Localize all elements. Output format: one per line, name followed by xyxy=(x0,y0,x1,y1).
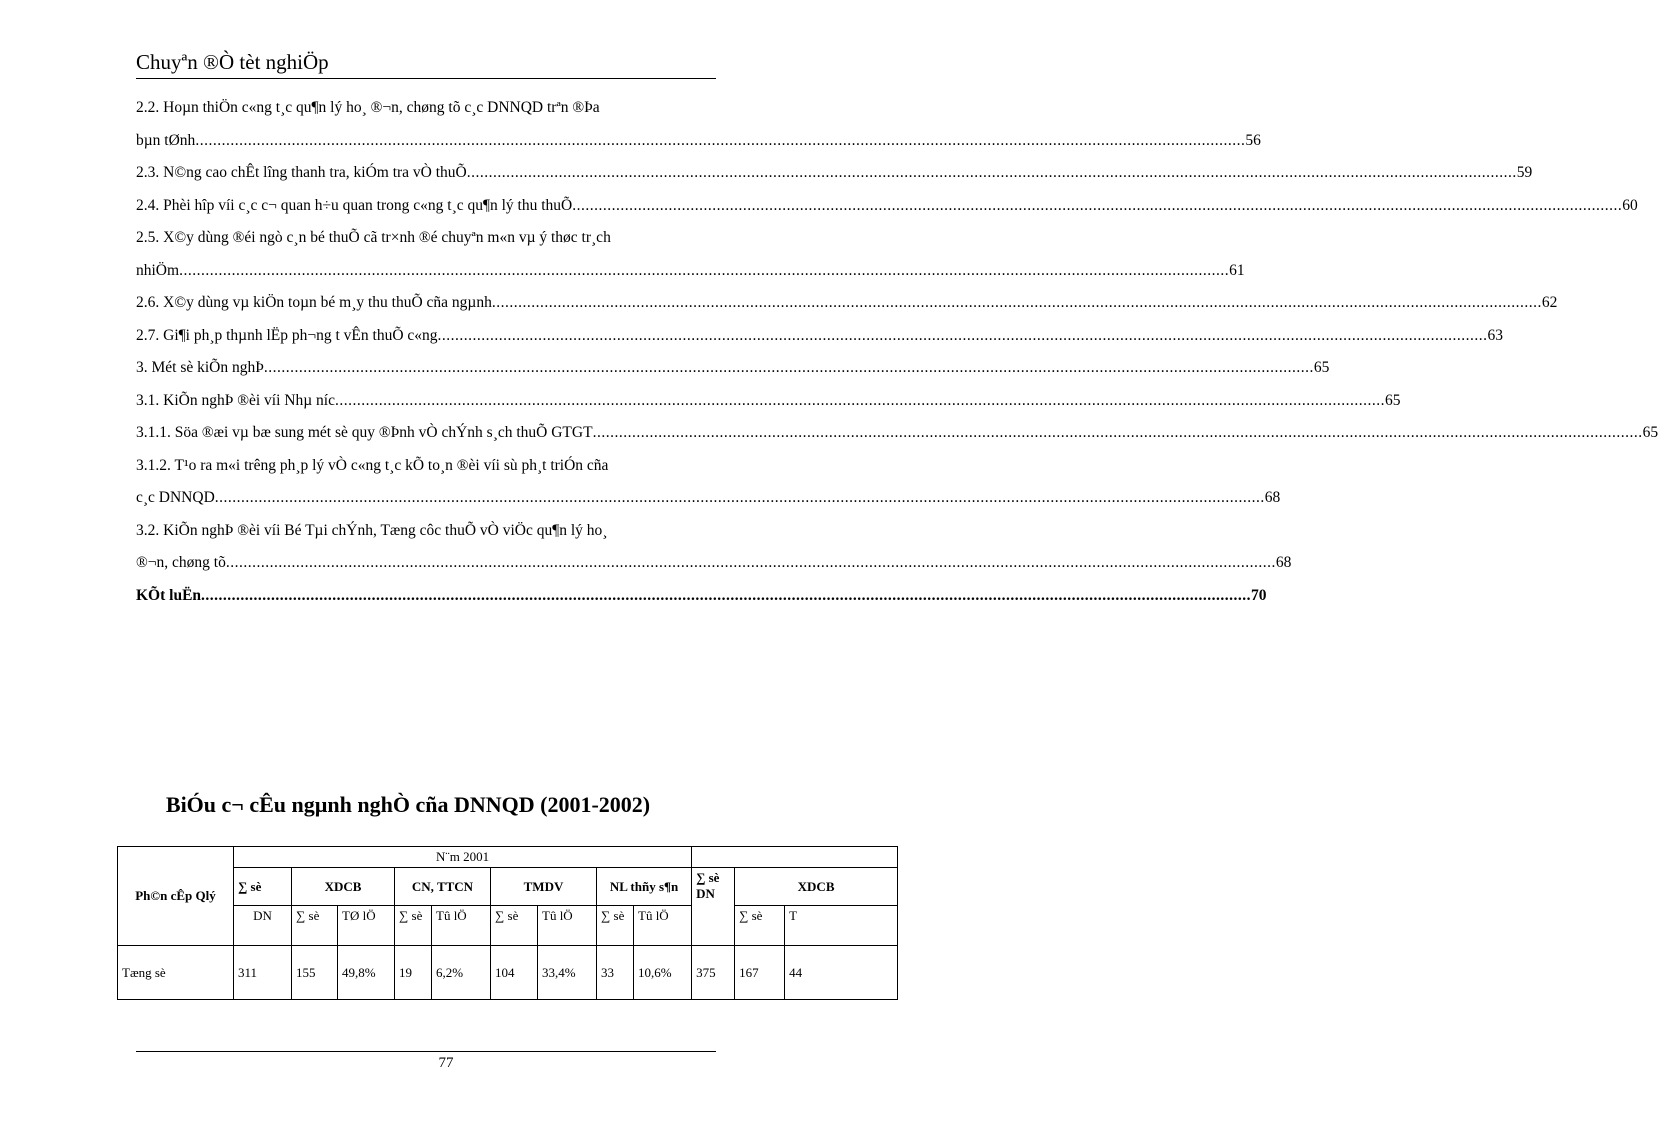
toc-entry[interactable]: 2.5. X©y dùng ®éi ngò c¸n bé thuÕ cã tr×nh ®é chuyªn m«n vµ ý thøc tr¸ch xyxy=(136,229,611,246)
header-cn: CN, TTCN xyxy=(395,868,491,906)
footer-rule xyxy=(136,1051,716,1052)
cell: 311 xyxy=(234,946,292,1000)
structure-table xyxy=(117,846,898,1000)
table-of-contents xyxy=(136,92,1658,612)
header-xdcb-2002: XDCB xyxy=(735,868,898,906)
cell: 155 xyxy=(292,946,338,1000)
toc-entry[interactable]: 2.7. Gi¶i ph¸p thµnh lËp ph¬ng t vÊn thuÕ c«ng ..... 63 xyxy=(136,320,739,353)
header-total-2002: ∑ sè DN xyxy=(692,868,735,946)
sub-ratio: Tû lÖ xyxy=(634,906,692,946)
cell: 19 xyxy=(395,946,432,1000)
toc-entry[interactable]: 3.1.2. T¹o ra m«i trêng ph¸p lý vÒ c«ng t¸c kÕ to¸n ®èi víi sù ph¸t triÓn cña xyxy=(136,456,609,474)
header-nl: NL thñy s¶n xyxy=(597,868,692,906)
sub-ratio: T xyxy=(785,906,898,946)
cell: 33 xyxy=(597,946,634,1000)
sub-ratio: Tû lÖ xyxy=(538,906,597,946)
toc-entry[interactable]: 3.1.1. Söa ®æi vµ bæ sung mét sè quy ®Þnh vÒ chÝnh s¸ch thuÕ GTGT ..... 65 xyxy=(136,417,739,450)
toc-entry[interactable]: ®¬n, chøng tõ ..... 68 xyxy=(136,547,739,580)
header-title: Chuyªn ®Ò tèt nghiÖp xyxy=(136,50,329,74)
cell: 49,8% xyxy=(338,946,395,1000)
sub-sum: ∑ sè xyxy=(491,906,538,946)
cell: 6,2% xyxy=(432,946,491,1000)
year-header-next xyxy=(692,847,898,868)
page-header xyxy=(136,50,716,79)
toc-entry[interactable]: 2.4. Phèi hîp víi c¸c c¬ quan h÷u quan trong c«ng t¸c qu¶n lý thu thuÕ ..... 60 xyxy=(136,190,739,223)
row-header-cell: Ph©n cÊp Qlý xyxy=(118,847,234,946)
sub-sum: ∑ sè xyxy=(735,906,785,946)
table-row xyxy=(118,946,898,1000)
cell: 104 xyxy=(491,946,538,1000)
toc-entry[interactable]: 3.2. KiÕn nghÞ ®èi víi Bé Tµi chÝnh, Tæng côc thuÕ vÒ viÖc qu¶n lý ho¸ xyxy=(136,521,608,539)
table-title: BiÓu c¬ cÊu ngµnh nghÒ cña DNNQD (2001-2002) xyxy=(165,792,651,817)
page-number: 77 xyxy=(438,1055,454,1071)
cell: 10,6% xyxy=(634,946,692,1000)
sub-sum: ∑ sè xyxy=(597,906,634,946)
cell: 375 xyxy=(692,946,735,1000)
sub-ratio: TØ lÖ xyxy=(338,906,395,946)
toc-entry[interactable]: 2.2. Hoµn thiÖn c«ng t¸c qu¶n lý ho¸ ®¬n, chøng tõ c¸c DNNQD trªn ®Þa xyxy=(136,99,600,116)
toc-entry[interactable]: c¸c DNNQD ..... 68 xyxy=(136,482,739,515)
toc-entry[interactable]: 2.3. N©ng cao chÊt lîng thanh tra, kiÓm tra vÒ thuÕ ..... 59 xyxy=(136,157,739,190)
structure-table-wrapper xyxy=(117,846,835,1026)
toc-entry[interactable]: bµn tØnh ..... 56 xyxy=(136,125,739,158)
toc-entry[interactable]: nhiÖm ..... 61 xyxy=(136,255,739,288)
sub-sum: ∑ sè xyxy=(395,906,432,946)
toc-entry[interactable]: 3. Mét sè kiÕn nghÞ ..... 65 xyxy=(136,352,739,385)
sub-dn: DN xyxy=(234,906,292,946)
year-header: N¨m 2001 xyxy=(234,847,692,868)
toc-entry[interactable]: 3.1. KiÕn nghÞ ®èi víi Nhµ níc ..... 65 xyxy=(136,385,739,418)
toc-entry[interactable]: 2.6. X©y dùng vµ kiÖn toµn bé m¸y thu thuÕ cña ngµnh ..... 62 xyxy=(136,287,739,320)
row-label: Tæng sè xyxy=(118,946,234,1000)
header-tmdv: TMDV xyxy=(491,868,597,906)
cell: 167 xyxy=(735,946,785,1000)
cell: 44 xyxy=(785,946,898,1000)
header-total: ∑ sè xyxy=(234,868,292,906)
sub-ratio: Tû lÖ xyxy=(432,906,491,946)
toc-entry-conclusion[interactable]: KÕt luËn ..... 70 xyxy=(136,580,739,613)
header-xdcb: XDCB xyxy=(292,868,395,906)
sub-sum: ∑ sè xyxy=(292,906,338,946)
cell: 33,4% xyxy=(538,946,597,1000)
